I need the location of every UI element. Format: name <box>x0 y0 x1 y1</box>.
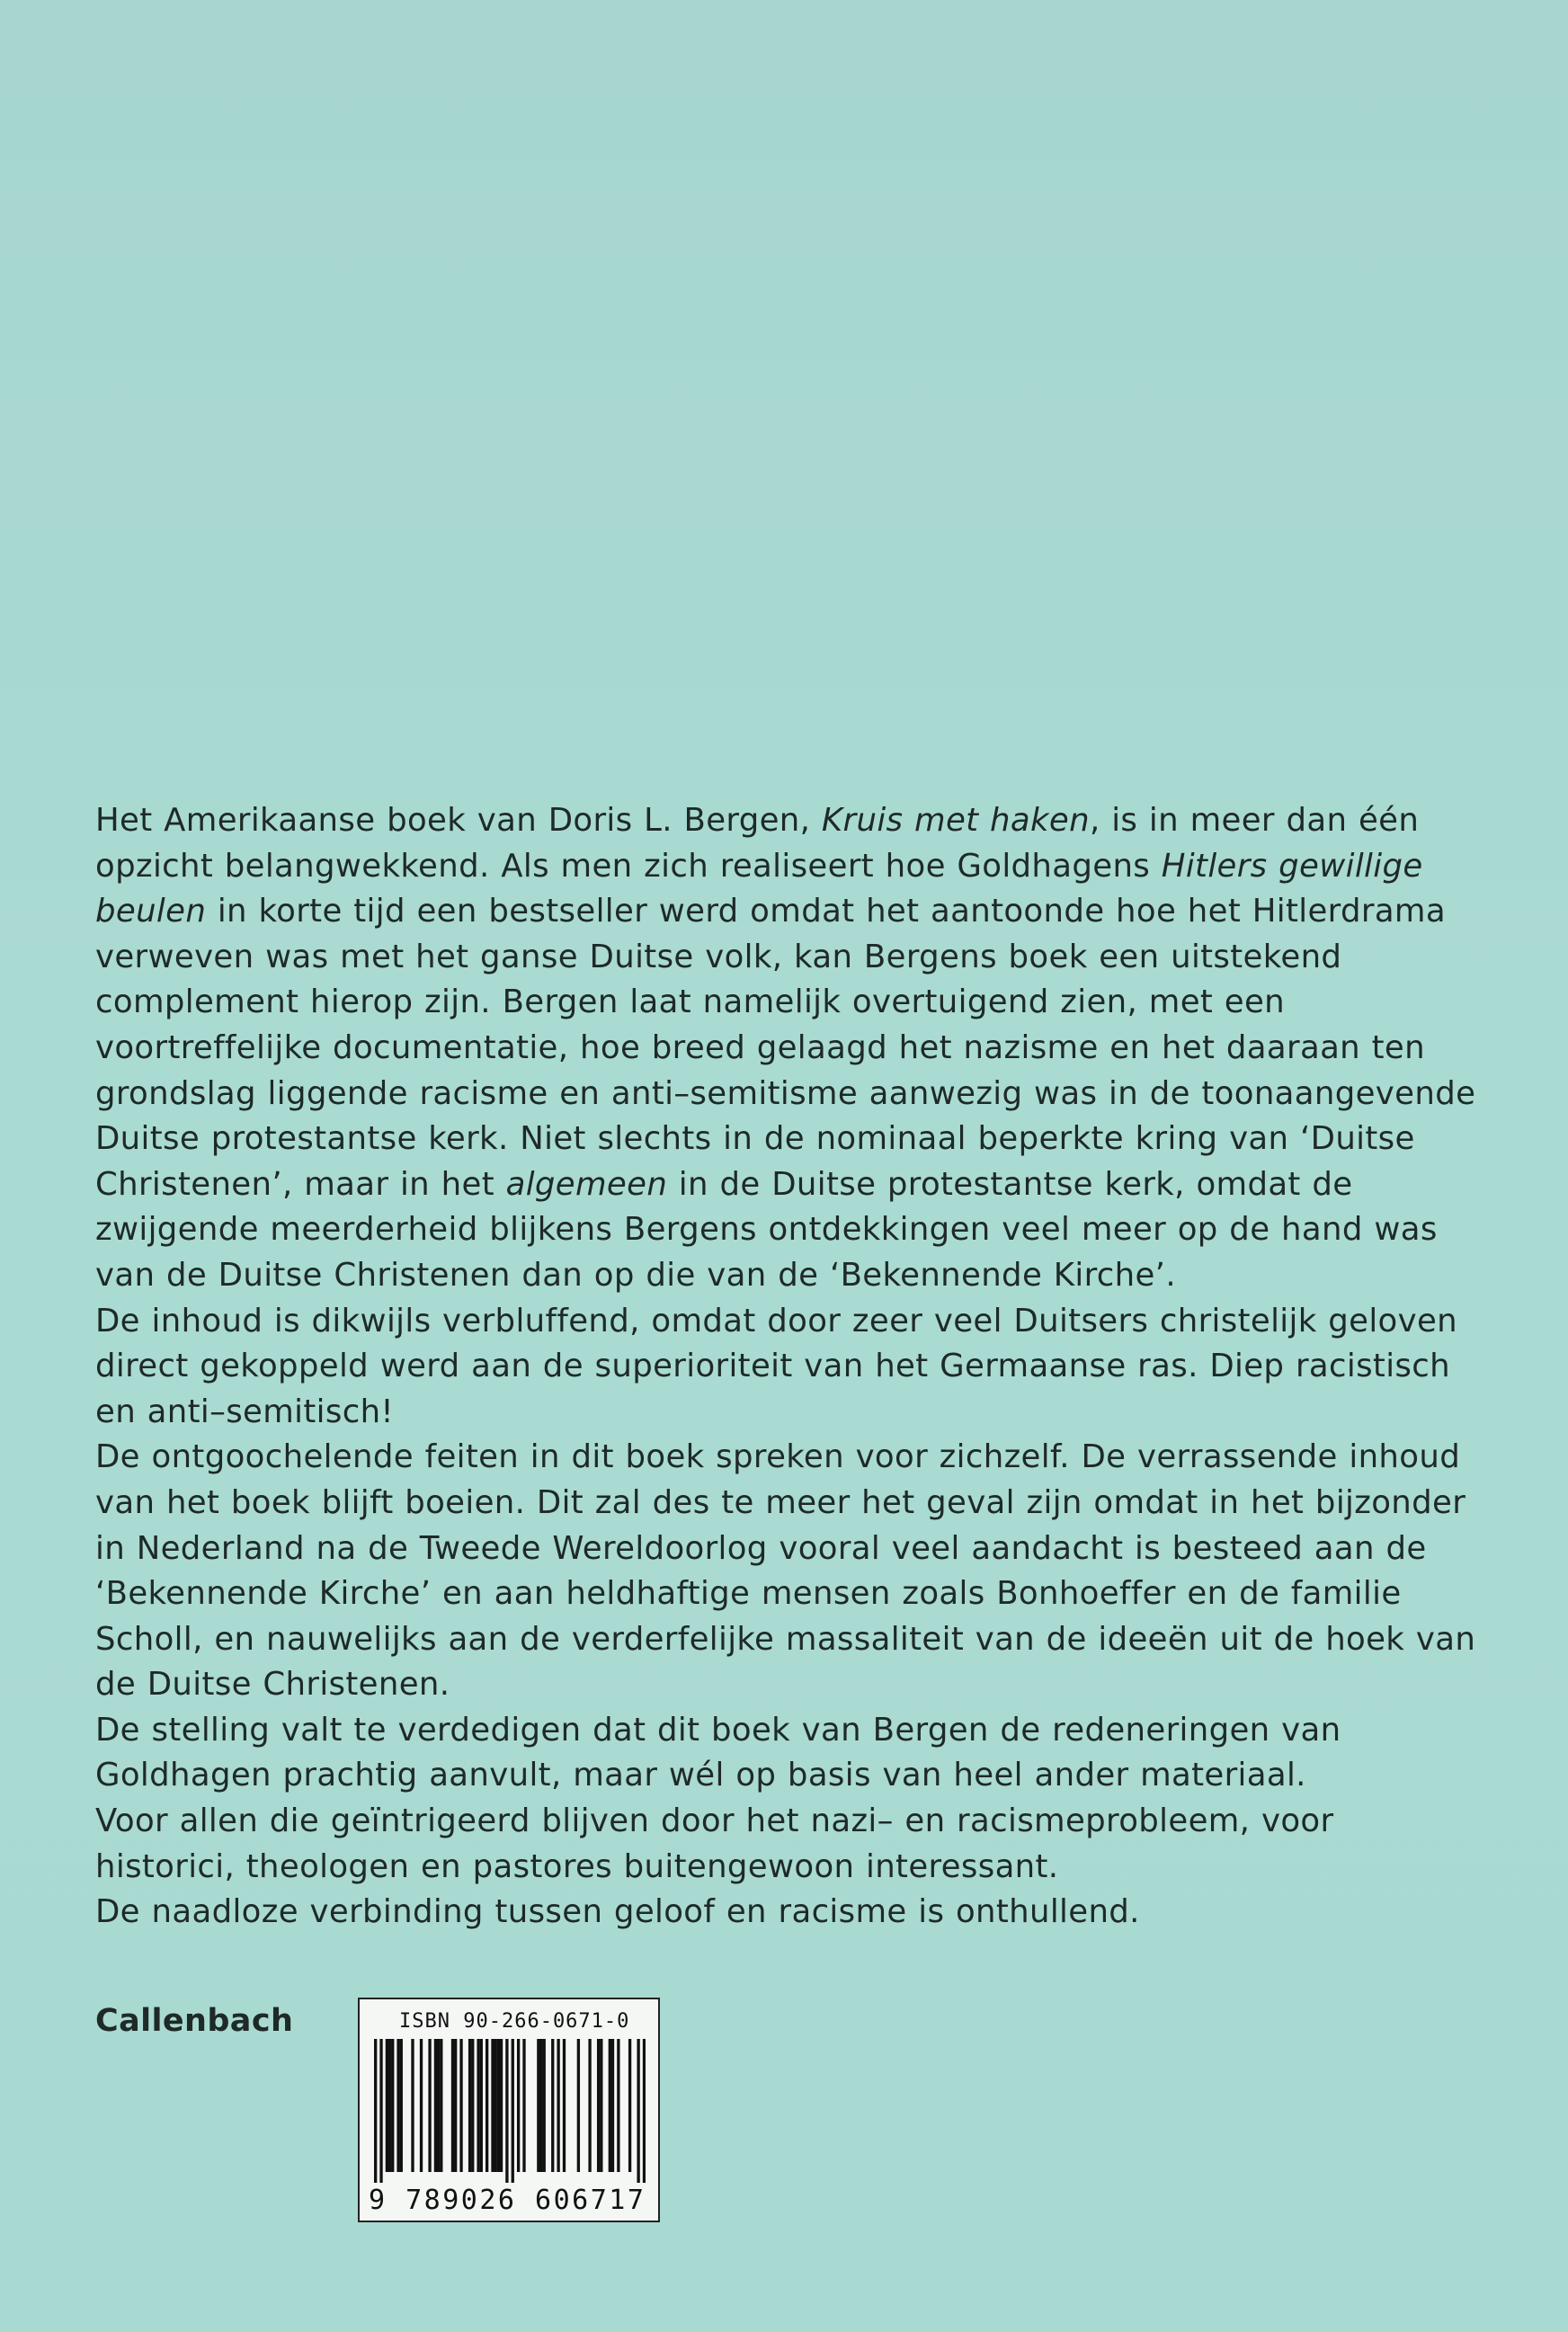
blurb-text-run: Het Amerikaanse boek van Doris L. Bergen, <box>95 802 822 839</box>
emphasis-italic: algemeen <box>505 1165 668 1203</box>
barcode-bar <box>391 2039 394 2172</box>
barcode-bar <box>434 2039 437 2172</box>
barcode-bar <box>468 2039 471 2172</box>
barcode-bar <box>551 2039 554 2172</box>
barcode-bar <box>543 2039 546 2172</box>
blurb-text-run: in korte tijd een bestseller werd omdat het aantoonde hoe het Hitlerdrama verweven was met het ganse Duitse volk, kan Bergens boek een uitstekend complement hierop zijn. Bergen laat namelijk overtuigend zien, met een voortreffelijke documentatie, hoe breed gelaagd het nazisme en het daaraan ten grondslag liggende racisme en anti–semitisme aanwezig was in de toonaangevende Duitse protestantse kerk. Niet slechts in de nominaal beperkte kring van ‘Duitse Christenen’, maar in het <box>95 893 1476 1203</box>
barcode-bar <box>600 2039 602 2172</box>
barcode-bar <box>388 2039 391 2172</box>
blurb-text-run: , is in meer dan één opzicht belangwekkend. Als men zich realiseert hoe Goldhagens <box>95 802 1420 885</box>
barcode-bar <box>454 2039 457 2172</box>
barcode-bar <box>411 2039 414 2172</box>
isbn-label: ISBN 90-266-0671-0 <box>399 2010 630 2033</box>
barcode-icon <box>374 2039 646 2183</box>
barcode-bar <box>522 2039 525 2172</box>
barcode-bar <box>471 2039 474 2172</box>
blurb-paragraph-1 <box>95 798 1480 1299</box>
blurb-paragraph-6: De naadloze verbinding tussen geloof en racisme is onthullend. <box>95 1893 1140 1931</box>
blurb-paragraph-5: Voor allen die geïntrigeerd blijven door het nazi– en racismeprobleem, voor historici, theologen en pastores buitengewoon interessant. <box>95 1802 1334 1885</box>
barcode-bar <box>611 2039 614 2172</box>
barcode-bar <box>539 2039 542 2172</box>
barcode-bar <box>563 2039 566 2172</box>
barcode-bar <box>374 2039 377 2183</box>
barcode-bar <box>420 2039 423 2172</box>
barcode-bar <box>505 2039 508 2183</box>
barcode-bar <box>400 2039 403 2172</box>
barcode-bar <box>500 2039 503 2172</box>
book-title-italic: Kruis met haken <box>821 802 1090 839</box>
barcode-bar <box>512 2039 514 2183</box>
barcode-bar <box>459 2039 462 2172</box>
barcode-bar <box>396 2039 399 2172</box>
blurb-paragraph-3: De ontgoochelende feiten in dit boek spreken voor zichzelf. De verrassende inhoud van het boek blijft boeien. Dit zal des te meer het geval zijn omdat in het bijzonder in Nederland na de Tweede Wereldoorlog vooral veel aandacht is besteed aan de ‘Bekennende Kirche’ en aan heldhaftige mensen zoals Bonhoeffer en de familie Scholl, en nauwelijks aan de verderfelijke massaliteit van de ideeën uit de hoek van de Duitse Christenen. <box>95 1438 1476 1704</box>
blurb-paragraph-2: De inhoud is dikwijls verbluffend, omdat door zeer veel Duitsers christelijk geloven direct gekoppeld werd aan de superioriteit van het Germaanse ras. Diep racistisch en anti–semitisch! <box>95 1302 1458 1430</box>
publisher-name: Callenbach <box>95 2003 294 2039</box>
barcode-bar <box>628 2039 631 2172</box>
isbn-barcode-box <box>358 1998 660 2222</box>
barcode-bar <box>486 2039 488 2172</box>
barcode-bar <box>577 2039 580 2172</box>
barcode-bar <box>480 2039 483 2172</box>
blurb-text <box>95 798 1480 1936</box>
barcode-bar <box>637 2039 639 2183</box>
barcode-bar <box>537 2039 539 2172</box>
barcode-bar <box>557 2039 559 2172</box>
barcode-bar <box>609 2039 611 2172</box>
barcode-bar <box>440 2039 442 2172</box>
barcode-bar <box>379 2039 382 2183</box>
barcode-bar <box>428 2039 431 2172</box>
barcode-bar <box>451 2039 454 2172</box>
barcode-bar <box>477 2039 479 2172</box>
barcode-bar <box>491 2039 494 2172</box>
referenced-book-title-italic: Hitlers gewillige beulen <box>95 847 1423 930</box>
ean-digits: 9 789026 606717 <box>369 2185 646 2216</box>
barcode-bar <box>588 2039 591 2172</box>
blurb-paragraph-4: De stelling valt te verdedigen dat dit boek van Bergen de redeneringen van Goldhagen prachtig aanvult, maar wél op basis van heel ander materiaal. <box>95 1711 1341 1794</box>
barcode-bar <box>497 2039 500 2172</box>
barcode-bar <box>386 2039 388 2172</box>
barcode-bar <box>597 2039 600 2172</box>
barcode-bar <box>643 2039 646 2183</box>
blurb-text-run: in de Duitse protestantse kerk, omdat de zwijgende meerderheid blijkens Bergens ontdekkingen veel meer op de hand was van de Duitse Christenen dan op die van de ‘Bekennende Kirche’. <box>95 1165 1438 1294</box>
barcode-bar <box>617 2039 619 2172</box>
barcode-bar <box>494 2039 497 2172</box>
barcode-bar <box>517 2039 520 2172</box>
barcode-bar <box>437 2039 440 2172</box>
